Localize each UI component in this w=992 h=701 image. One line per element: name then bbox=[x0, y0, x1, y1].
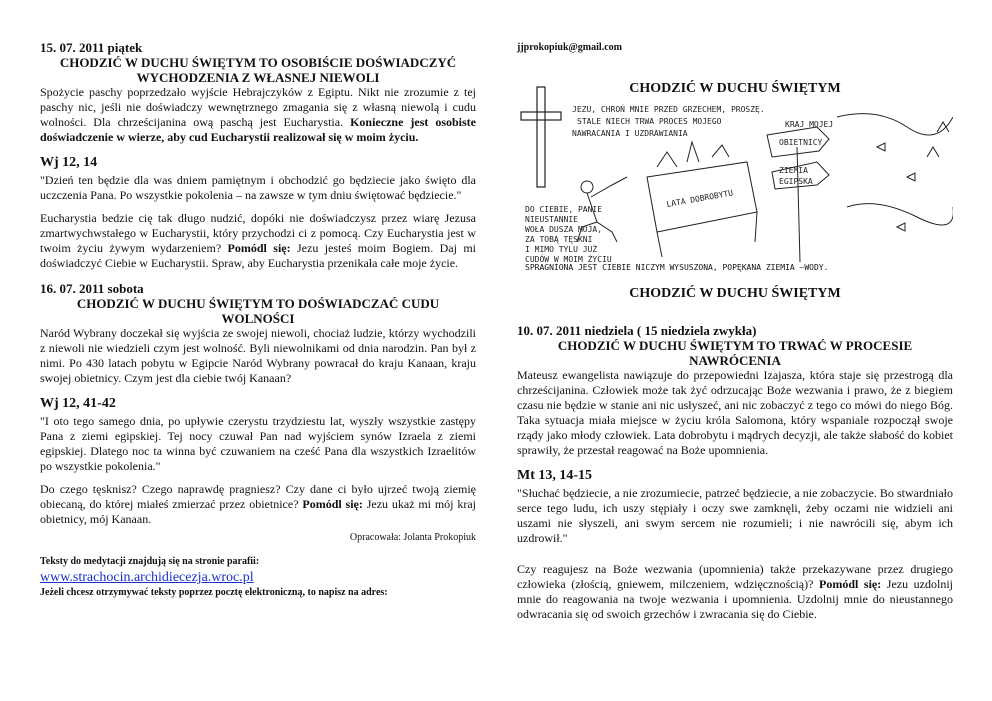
left-column bbox=[40, 40, 476, 599]
section-title: CHODZIĆ W DUCHU ŚWIĘTYM TO DOŚWIADCZAĆ CUDU WOLNOŚCI bbox=[76, 296, 440, 326]
handwritten-text: NIEUSTANNIE bbox=[525, 215, 578, 224]
landscape-icon bbox=[837, 114, 953, 231]
paragraph-text: Czy reagujesz na Boże wezwania (upomnienia) także przekazywane przez drugiego człowieka (złością, gniewem, milczeniem, wdzięcznością)? bbox=[517, 562, 953, 591]
handwritten-text: SPRAGNIONA JEST CIEBIE NICZYM WYSUSZONA, POPĘKANA ZIEMIA –WODY. bbox=[525, 263, 829, 272]
right-column bbox=[517, 40, 953, 622]
paragraph bbox=[40, 85, 476, 145]
scripture-quote: "Dzień ten będzie dla was dniem pamiętnym i obchodzić go będziecie jako święto dla uczczenia Pana. Po wszystkie pokolenia – na zawsze w tym dniu świętować będziecie." bbox=[40, 173, 476, 202]
prayer-label: Pomódl się: bbox=[227, 241, 291, 255]
scripture-ref: Wj 12, 14 bbox=[40, 155, 98, 170]
handwritten-text: I MIMO TYLU JUŻ bbox=[525, 245, 598, 254]
scripture-ref: Wj 12, 41-42 bbox=[40, 396, 116, 411]
table-label: LATA DOBROBYTU bbox=[665, 188, 734, 209]
sign-text: EGIPSKA bbox=[779, 177, 813, 186]
footer-note: Teksty do medytacji znajdują się na stronie parafii: bbox=[40, 556, 260, 567]
scripture-quote: "Słuchać będziecie, a nie zrozumiecie, patrzeć będziecie, a nie zobaczycie. Bo stwardniało serce tego ludu, ich uszy stępiały i oczy swe zamknęli, żeby oczami nie widzieli ani uszami nie słyszeli, ani swym sercem nie rozumieli; i nie nawrócili się, abym ich uzdrowił." bbox=[517, 486, 953, 545]
sign-text: KRAJ MOJEJ bbox=[785, 120, 834, 129]
handwritten-text: WOŁA DUSZA MOJA, bbox=[525, 225, 603, 234]
section-date: 15. 07. 2011 piątek bbox=[40, 40, 143, 55]
paragraph: Mateusz ewangelista nawiązuje do przepowiedni Izajasza, która staje się przestrogą dla chrześcijanina. Człowiek może tak żyć odrzucając Boże wezwania i prawo, że z biegiem czasu nie będzie w stanie ani nic usłyszeć, ani nic zobaczyć z tego co mówi do niego Bóg. Taka sytuacja miała miejsce w życiu króla Salomona, który wspaniale rozpoczął swoje rządy jako młody człowiek. Lata dobrobytu i mądrych decyzji, ale także słabość do kobiet sprawiły, że przestał reagować na Boże upomnienia. bbox=[517, 368, 953, 457]
sign-text: OBIETNICY bbox=[779, 138, 823, 147]
handwritten-text: JEZU, CHROŃ MNIE PRZED GRZECHEM, PROSZĘ. bbox=[572, 105, 765, 114]
handwritten-text: STALE NIECH TRWA PROCES MOJEGO bbox=[577, 117, 722, 126]
section-date: 16. 07. 2011 sobota bbox=[40, 281, 144, 296]
handwritten-text: CUDÓW W MOIM ŻYCIU bbox=[525, 255, 612, 264]
prayer-text: Jezu uzdolnij mnie do reagowania na twoje wezwania i upomnienia. Uzdolnij mnie do nieustannego odwracania się od swoich grzechów i zwracania się do Ciebie. bbox=[517, 577, 953, 621]
prayer-text: Jezu jesteś moim Bogiem. Daj mi doświadczyć Ciebie w Eucharystii. Spraw, aby Eucharystia przenikała całe moje życie. bbox=[40, 241, 476, 270]
author: Opracowała: Jolanta Prokopiuk bbox=[349, 532, 476, 543]
sign-text: ZIEMIA bbox=[779, 166, 808, 175]
paragraph-text: Do czego tęsknisz? Czego naprawdę pragniesz? Czy dane ci było ujrzeć twoją ziemię obiecaną, do której miałeś zmierzać przez obietnice? bbox=[40, 482, 476, 511]
paragraph bbox=[40, 482, 476, 527]
section-date: 10. 07. 2011 niedziela ( 15 niedziela zwykła) bbox=[517, 323, 757, 338]
section-title: CHODZIĆ W DUCHU ŚWIĘTYM TO OSOBIŚCIE DOŚWIADCZYĆ WYCHODZENIA Z WŁASNEJ NIEWOLI bbox=[59, 55, 457, 85]
paragraph-text: Eucharystia bedzie cię tak długo nudzić, dopóki nie doświadczysz przez wiarę Jezusa zmartwychwstałego w Eucharystii, który przychodzi ci z pomocą. Czy Eucharystia jest w twoim życiu żywym wydarzeniem? bbox=[40, 211, 476, 255]
handwritten-text: DO CIEBIE, PANIE bbox=[525, 205, 603, 214]
paragraph bbox=[517, 562, 953, 622]
scripture-ref: Mt 13, 14-15 bbox=[517, 468, 593, 483]
prayer-label: Pomódl się: bbox=[302, 497, 363, 511]
signpost-icon bbox=[767, 127, 829, 262]
paragraph: Naród Wybrany doczekał się wyjścia ze swojej niewoli, chociaż ludzie, którzy wychodzili z niewoli nie wiedzieli czym jest wolność. Byli niewolnikami od dnia narodzin. Pan był z nimi. Po 430 latach pobytu w Egipcie Naród Wybrany powracał do kraju Kanaan, kraju swojej obietnicy. Czym jest dla ciebie twój Kanaan? bbox=[40, 326, 476, 385]
paragraph bbox=[40, 211, 476, 271]
scripture-quote: "I oto tego samego dnia, po upływie czerystu trzydziestu lat, wyszły wszystkie zastępy Pana z ziemi egipskiej. Tej nocy czuwał Pan nad wyjściem synów Izraela z ziemi egipskiej. Dlatego noc ta winna być czuwaniem na cześć Pana dla wszystkich Izraelitów po wszystkie pokolenia." bbox=[40, 414, 476, 473]
handwritten-text: ZA TOBĄ TĘSKNI bbox=[525, 235, 593, 244]
prayer-label: Pomódl się: bbox=[819, 577, 882, 591]
prayer-text: Jezu ukaż mi mój kraj obietnicy, mój Kanaan. bbox=[40, 497, 477, 526]
email[interactable]: jjprokopiuk@gmail.com bbox=[517, 42, 622, 53]
paragraph-text: Spożycie paschy poprzedzało wyjście Hebrajczyków z Egiptu. Nikt nie zrozumie z tej paschy nic, jeśli nie doświadczy wewnętrznego zmagania się z własną niewolą i cudu wolności. Dla chrześcijanina ową paschą jest Eucharystia. bbox=[40, 85, 476, 129]
drawing bbox=[517, 57, 953, 265]
cross-icon bbox=[521, 87, 561, 187]
footer-note: Jeżeli chcesz otrzymywać teksty poprzez pocztę elektroniczną, to napisz na adres: bbox=[40, 587, 388, 598]
handwritten-text: NAWRACANIA I UZDRAWIANIA bbox=[572, 129, 688, 138]
paragraph-bold: Konieczne jest osobiste doświadczenie w wierze, aby cud Eucharystii realizował się w moim życiu. bbox=[40, 115, 477, 144]
mid-title: CHODZIĆ W DUCHU ŚWIĘTYM bbox=[629, 286, 841, 301]
illustration-title: CHODZIĆ W DUCHU ŚWIĘTYM bbox=[629, 81, 841, 96]
section-title: CHODZIĆ W DUCHU ŚWIĘTYM TO TRWAĆ W PROCESIE NAWRÓCENIA bbox=[557, 338, 913, 368]
parish-link[interactable]: www.strachocin.archidiecezja.wroc.pl bbox=[40, 570, 254, 585]
illustration bbox=[517, 57, 953, 267]
